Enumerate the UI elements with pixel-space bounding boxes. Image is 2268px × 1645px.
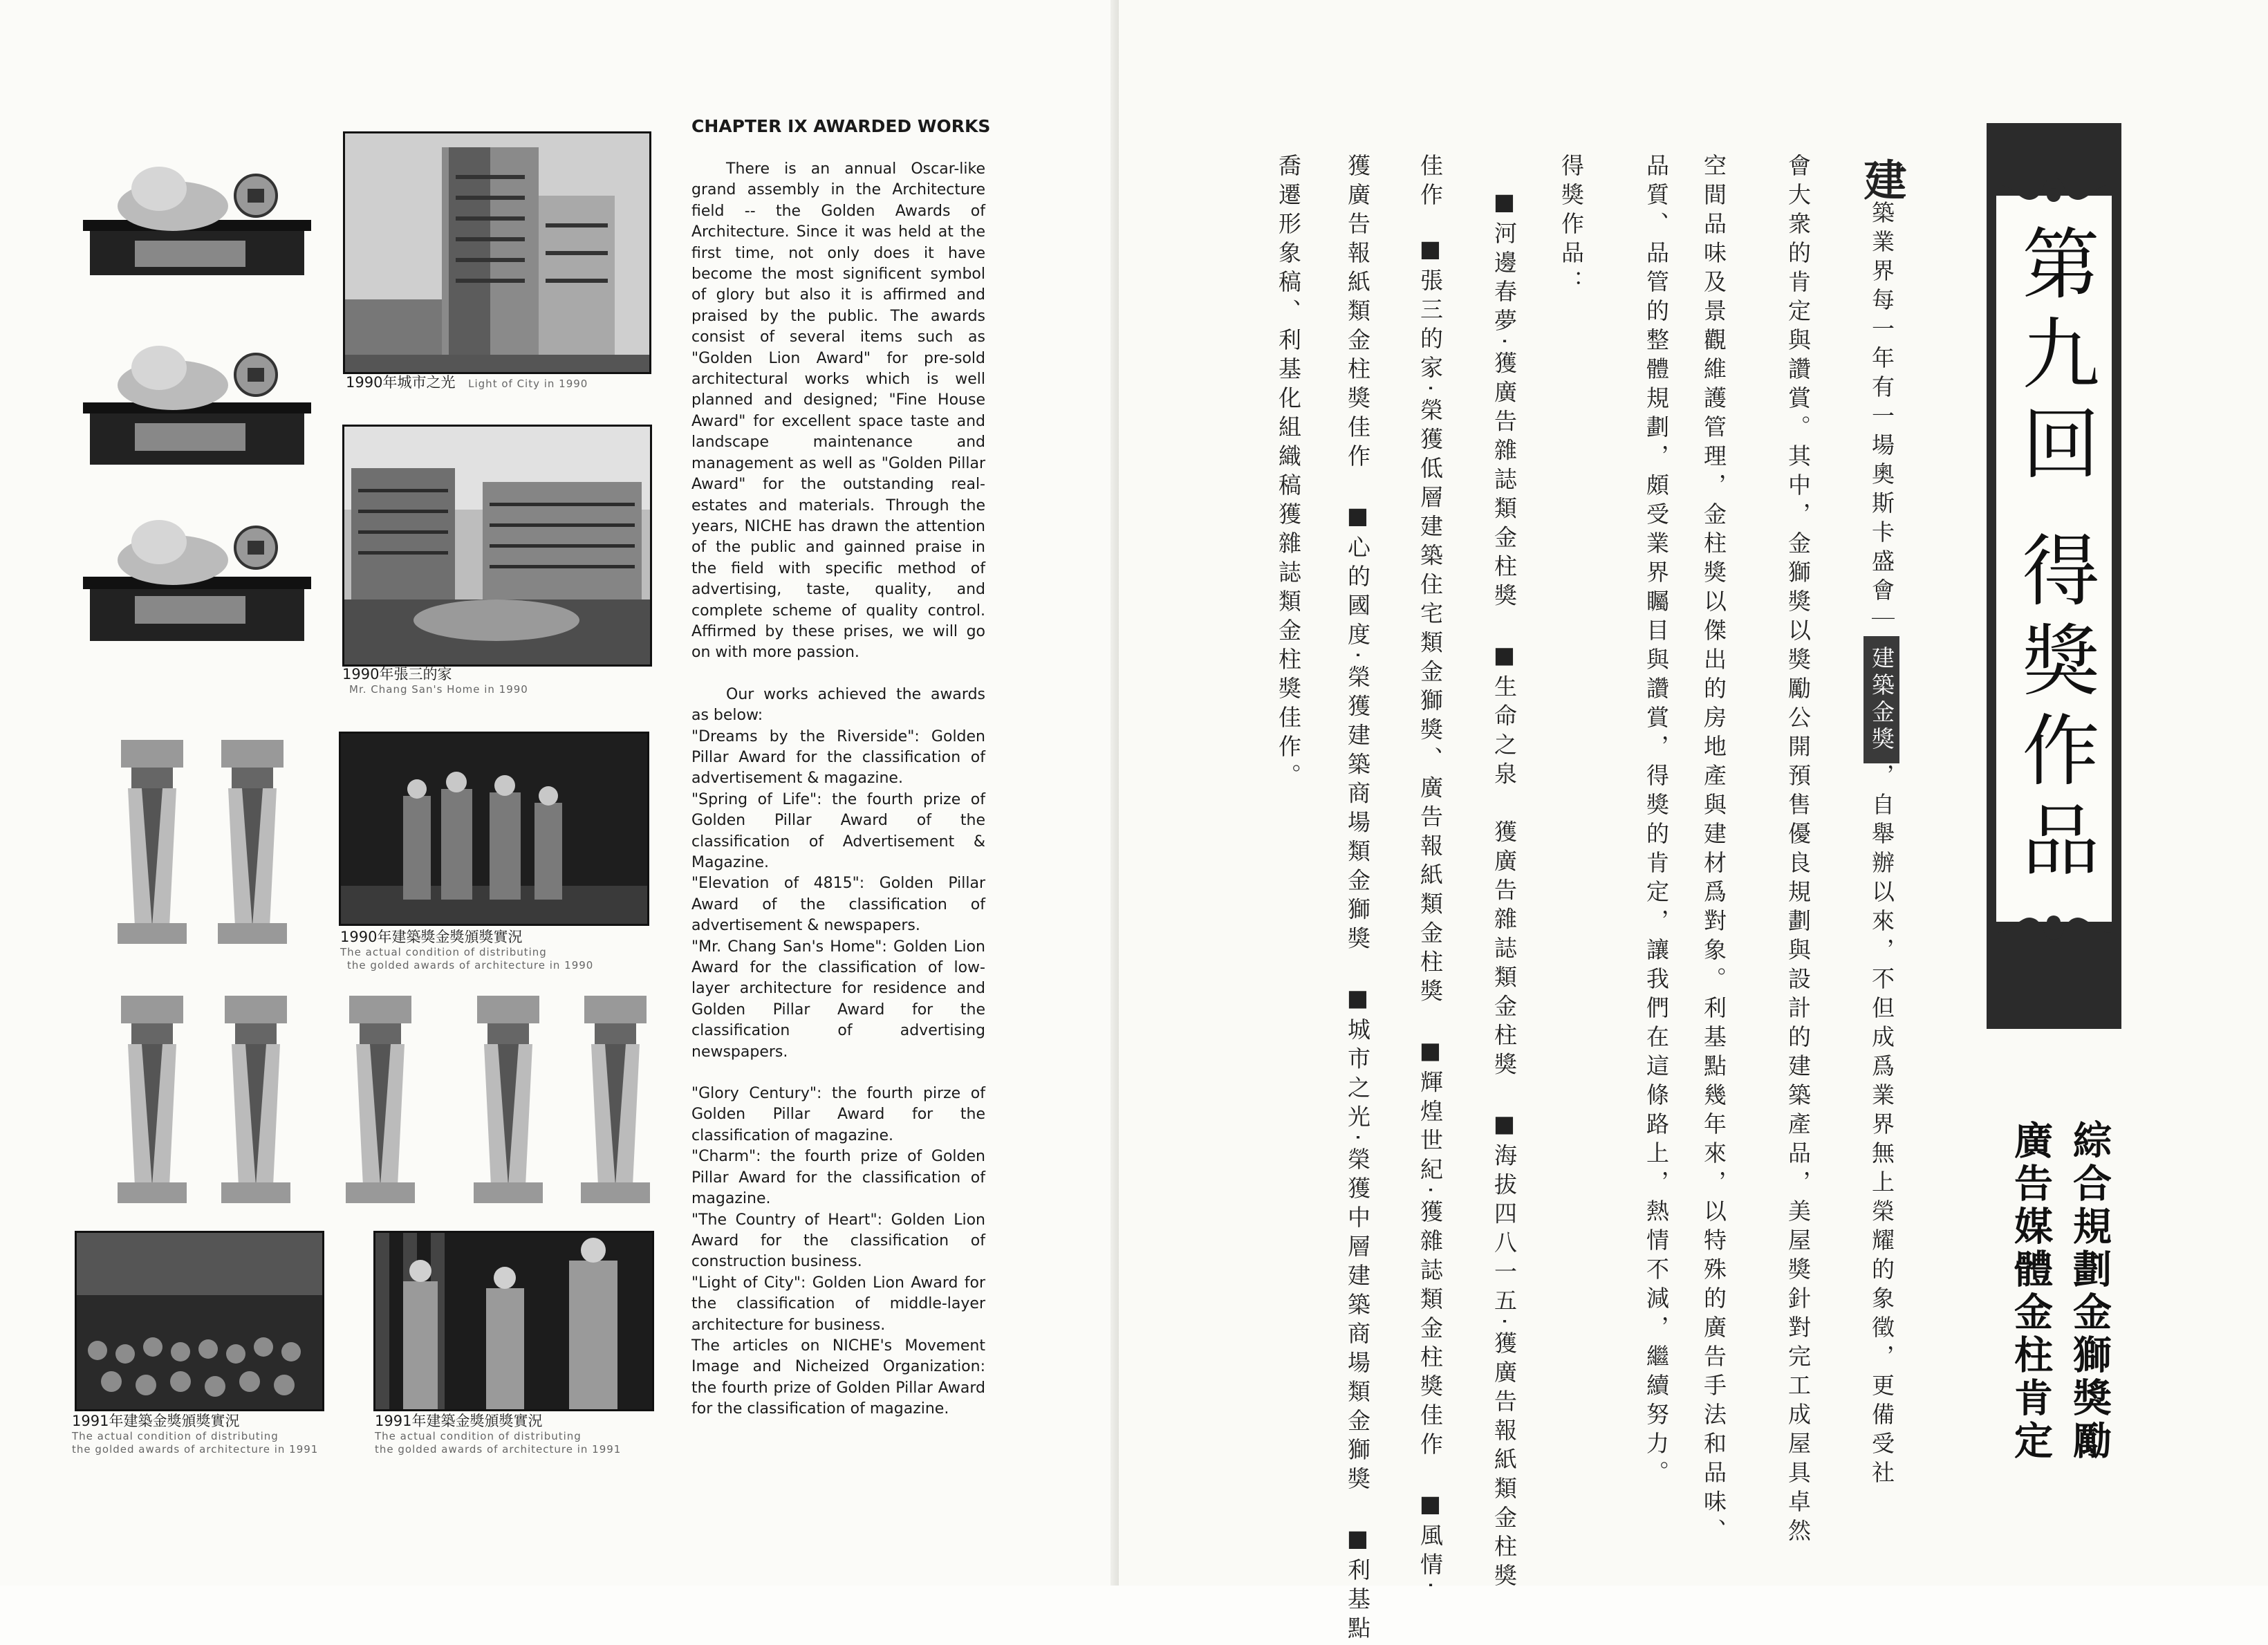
golden-lion-trophy-1: [83, 151, 311, 282]
body-column-2: 會大衆的肯定與讚賞。其中，金獅獎以獎勵公開預售優良規劃與設計的建築產品，美屋獎針對完工成屋具卓然: [1785, 154, 1812, 1548]
body-column-7b: 佳作: [1417, 154, 1444, 212]
intro-paragraph: There is an annual Oscar-like grand assembly in the Architecture field -- the Golden Awards of Architecture. Since it was held at the first time, not only does it have become the most significent symbol of glory but also it is affirmed and praised by the public. The awards consist of several items such as "Golden Lion Award" for pre-sold architectural works which is well planned and designed; "Fine House Award" for excellent space taste and landscape maintenance and management as well as "Golden Pillar Award" for the outstanding real-estates and materials. Through the years, NICHE has drawn the attention of the public and gainned praise in the field with specific method of advertising, taste, quality, and complete scheme of quality control. Affirmed by these prises, we will go on with more passion.: [691, 160, 985, 662]
title-frame: [1996, 196, 2112, 922]
award-item: The articles on NICHE's Movement Image and Nicheized Organization: the fourth prize of Golden Pillar Award for the classification of magazine.: [691, 1337, 985, 1418]
golden-lion-trophy-3: [83, 499, 311, 648]
photo-ceremony-1991-audience: [75, 1231, 324, 1411]
caption-light-of-city: 1990年城市之光 Light of City in 1990: [346, 374, 588, 391]
subtitle-golden-lion: 綜合規劃金獅獎勵: [2067, 1120, 2112, 1463]
award-item: "Glory Century": the fourth pirze of Golden Pillar Award for the classification of magazine.: [691, 1085, 985, 1144]
golden-pillar-trophy-6: [470, 996, 546, 1203]
award-item: "The Country of Heart": Golden Lion Award for the classification of construction business.: [691, 1211, 985, 1271]
caption-ceremony-1991-b: 1991年建築金獎頒獎實況 The actual condition of distributing the golded awards of architecture in 1991: [375, 1413, 622, 1456]
golden-pillar-trophy-5: [342, 996, 418, 1203]
body-column-4: 品質、品管的整體規劃，頗受業界矚目與讚賞，得獎的肯定，讓我們在這條路上，熱情不減，繼續努力。: [1643, 154, 1670, 1489]
body-column-1: 建築業界每一年有一場奧斯卡盛會｜建築金獎，自舉辦以來，不但成爲業界無上榮耀的象徵，更備受社: [1857, 158, 1907, 1489]
golden-pillar-trophy-4: [218, 996, 294, 1203]
body-text: [691, 159, 985, 1420]
awards-group-2: [691, 1084, 985, 1420]
golden-award-badge: 建築金獎: [1863, 636, 1899, 763]
body-column-3: 空間品味及景觀維護管理，金柱獎以傑出的房地產與建材爲對象。利基點幾年來，以特殊的廣告手法和品味、: [1700, 154, 1727, 1548]
left-page: [0, 0, 1119, 1586]
photo-chang-sans-home: [342, 425, 652, 667]
awards-intro: Our works achieved the awards as below:: [691, 685, 985, 725]
dropcap: 建: [1857, 158, 1907, 201]
body-column-6: ■河邊春夢‧獲廣告雜誌類金柱獎 ■生命之泉 獲廣告雜誌類金柱獎 ■海拔四八一五‧獲廣告報紙類金柱獎: [1491, 188, 1518, 1592]
caption-ceremony-1991-a: 1991年建築金獎頒獎實況 The actual condition of distributing the golded awards of architecture in 1991: [72, 1413, 319, 1456]
photo-light-of-city: [343, 131, 651, 374]
chapter-title-zh: 第九回 得獎作品: [2009, 223, 2099, 890]
caption-ceremony-1990: 1990年建築獎金獎頒獎實況 The actual condition of distributing the golded awards of architecture in 1990: [340, 929, 594, 972]
golden-pillar-trophy-7: [577, 996, 653, 1203]
award-item: "Mr. Chang San's Home": Golden Lion Award for the classification of low-layer architecture for residence and Golden Pillar Award for the classification of advertising newspapers.: [691, 938, 985, 1061]
golden-pillar-trophy-1: [114, 740, 190, 944]
award-item: "Light of City": Golden Lion Award for the classification of middle-layer architecture for business.: [691, 1274, 985, 1334]
golden-pillar-trophy-2: [214, 740, 290, 944]
bottom-ornament-icon: [1996, 884, 2112, 960]
golden-pillar-trophy-3: [114, 996, 190, 1203]
caption-chang-sans-home: 1990年張三的家 Mr. Chang San's Home in 1990: [342, 666, 528, 696]
awards-group-1: [691, 727, 985, 1063]
body-column-9: 喬遷形象稿、利基化組織稿獲雜誌類金柱獎佳作。: [1275, 154, 1302, 792]
photo-ceremony-1991-stage: [373, 1231, 654, 1411]
photo-ceremony-1990: [339, 732, 649, 926]
chapter-title: CHAPTER IX AWARDED WORKS: [691, 116, 991, 136]
body-column-8: 獲廣告報紙類金柱獎佳作 ■心的國度‧榮獲建築商場類金獅獎 ■城市之光‧榮獲中層建築商場類金獅獎 ■利基點: [1344, 154, 1371, 1645]
body-column-7: ■張三的家‧榮獲低層建築住宅類金獅獎、廣告報紙類金柱獎 ■輝煌世紀‧獲雜誌類金柱獎佳作 ■風情‧: [1417, 235, 1444, 1595]
top-ornament-icon: [1996, 157, 2112, 233]
award-item: "Dreams by the Riverside": Golden Pillar Award for the classification of advertisement & magazine.: [691, 727, 985, 788]
golden-lion-trophy-2: [83, 326, 311, 472]
subtitle-golden-pillar: 廣告媒體金柱肯定: [2008, 1120, 2053, 1463]
award-item: "Elevation of 4815": Golden Pillar Award of the classification of advertisement & newspapers.: [691, 875, 985, 935]
award-item: "Charm": the fourth prize of Golden Pillar Award for the classification of magazine.: [691, 1148, 985, 1208]
body-column-5: 得獎作品：: [1558, 154, 1585, 299]
title-banner: [1987, 123, 2121, 1029]
award-item: "Spring of Life": the fourth prize of Golden Pillar Award of the classification of Advertisement & Magazine.: [691, 790, 985, 871]
